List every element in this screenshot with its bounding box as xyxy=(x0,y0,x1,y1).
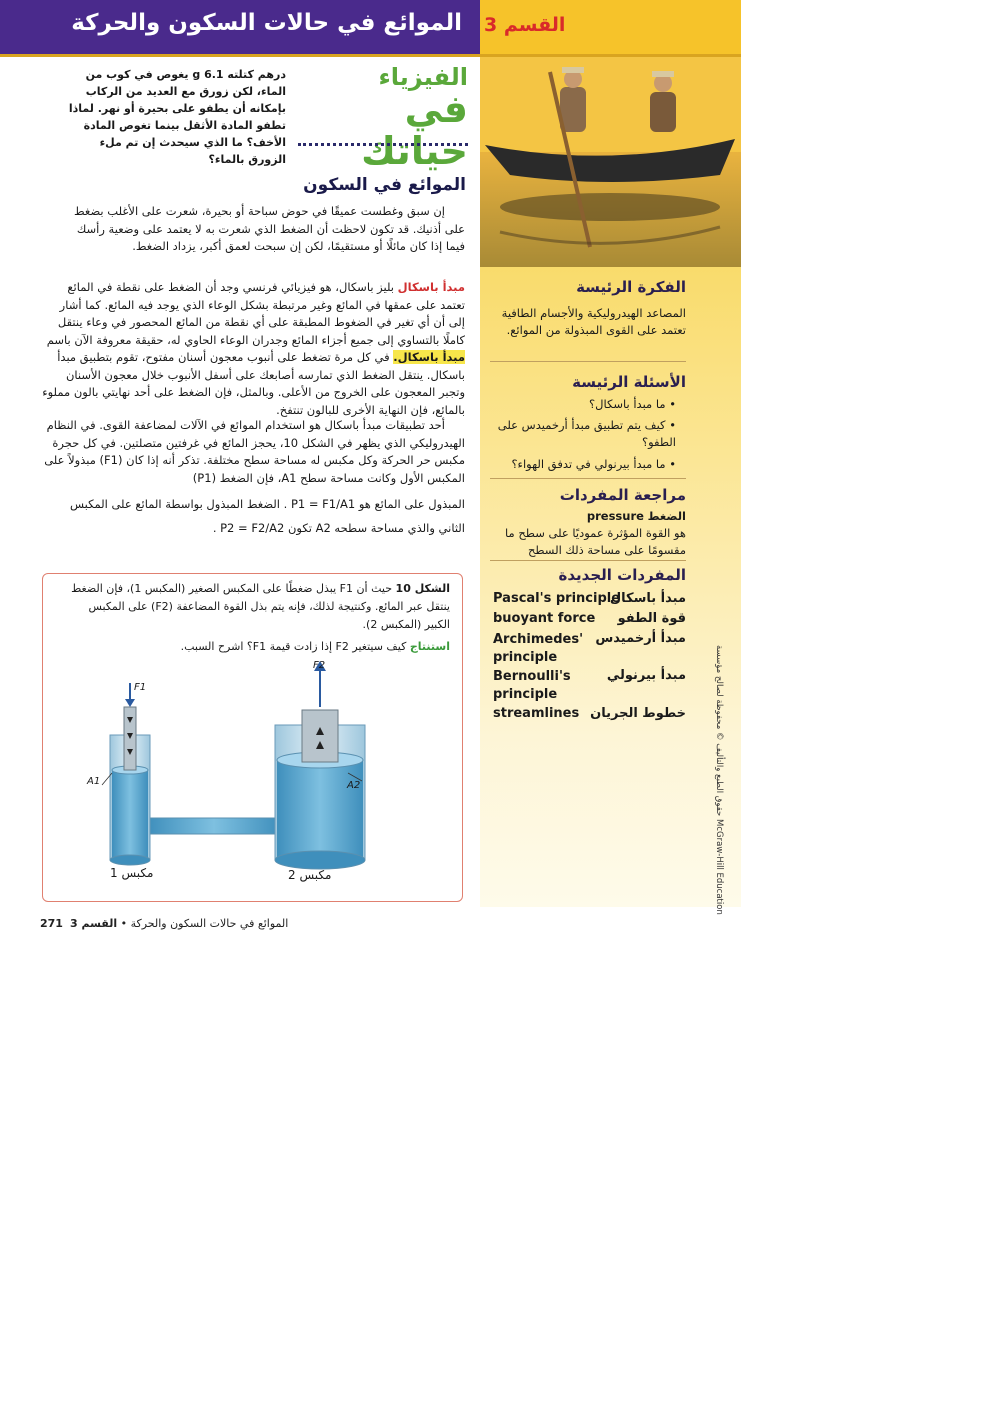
vocab-term-ar: قوة الطفو xyxy=(617,611,686,626)
copyright-credit-container xyxy=(708,645,726,915)
vocab-term-ar: مبدأ بيرنولي xyxy=(606,668,686,683)
footer-section: القسم 3 xyxy=(69,917,118,930)
key-question-item: • ما مبدأ باسكال؟ xyxy=(589,397,676,411)
label-piston-2: مكبس 2 xyxy=(288,868,332,882)
vocab-term-en: streamlines xyxy=(493,706,580,721)
footer-title: الموائع في حالات السكون والحركة xyxy=(130,917,289,930)
label-a2: A2 xyxy=(347,780,361,791)
page-number: 271 xyxy=(40,917,63,930)
main-idea-text: المصاعد الهيدروليكية والأجسام الطافية تعتمد على القوى المبذولة من الموائع. xyxy=(501,306,686,337)
vocab-term-ar: مبدأ باسكال xyxy=(609,591,686,606)
key-question-item: • كيف يتم تطبيق مبدأ أرخميدس على الطفو؟ xyxy=(497,418,676,449)
paragraph-formulas: المبذول على المائع هو P1 = F1/A1 . الضغط المبذول بواسطة المائع على المكبس الثاني والذي مساحة سطحه A2 تكون P2 = F2/A2 . xyxy=(69,497,465,535)
paragraph-pascal: مبدأ باسكال بليز باسكال، هو فيزيائي فرنسي وجد أن الضغط على نقطة في المائع تعتمد على عمقها في المائع وغير مرتبطة بشكل الوعاء الذي يوجد فيه المائع. كما أشار إلى أن أي تغير في الضغوط المطبقة على أي نقطة من المائع المحصور في وعاء ينتقل كاملًا بالتساوي إلى جميع أجزاء المائع وجدران الوعاء الحاوي له، حقيقة معروفة الآن باسم مبدأ باسكال. في كل مرة تضغط على أنبوب معجون أسنان مفتوح، تقوم بتطبيق مبدأ باسكال. ينتقل الضغط الذي تمارسه أصابعك على أسفل الأنبوب خلال معجون الأسنان وتجبر المعجون على الخروج من الأعلى. وبالمثل، فإن الضغط على أحد نهايتي بالون مملوء بالمائع، فإن النهاية الأخرى للبالون تنتفخ. xyxy=(42,280,465,417)
page-footer: 271 الموائع في حالات السكون والحركة • القسم 3 xyxy=(40,917,289,930)
sidebar-divider xyxy=(490,560,686,561)
vocab-term-en: buoyant force xyxy=(493,611,596,626)
vocab-review-definition: هو القوة المؤثرة عموديًا على سطح ما مقسومًا على مساحة ذلك السطح xyxy=(505,526,686,557)
copyright-credit: حقوق الطبع والتأليف © محفوظة لصالح مؤسسة McGraw-Hill Education xyxy=(714,645,724,915)
new-vocab-title: المفردات الجديدة xyxy=(558,566,686,584)
pascal-term: مبدأ باسكال xyxy=(397,280,465,294)
vocab-term-en: Archimedes' principle xyxy=(493,632,584,665)
figure-conclude: استنتاج كيف سيتغير F2 إذا زادت قيمة F1؟ اشرح السبب. xyxy=(180,640,450,653)
section-label: القسم 3 xyxy=(484,14,566,36)
brand-line2: في حياتك xyxy=(361,87,468,173)
label-a1: A1 xyxy=(87,776,101,787)
section-heading: الموائع في السكون xyxy=(303,175,466,195)
label-f1: F1 xyxy=(134,682,147,693)
hydraulic-diagram xyxy=(80,655,380,895)
vocab-term-ar: مبدأ أرخميدس xyxy=(595,631,686,646)
key-questions-title: الأسئلة الرئيسة xyxy=(572,373,686,391)
vocab-term-ar: خطوط الجريان xyxy=(590,706,686,721)
brand-dotted-divider xyxy=(298,143,468,146)
sidebar-divider xyxy=(490,361,686,362)
canoe-photo xyxy=(480,57,741,267)
label-piston-1: مكبس 1 xyxy=(110,866,154,880)
page-title: الموائع في حالات السكون والحركة xyxy=(71,10,462,36)
paragraph-intro: إن سبق وغطست عميقًا في حوض سباحة أو بحيرة، شعرت على الأغلب بضغط على أذنيك. قد تكون لاحظت أن الضغط الذي شعرت به لا يعتمد على وضعية رأسك فيما إذا كان مائلًا أو مستقيمًا، لكن إن سبحت لعمق أكبر، يزداد الضغط. xyxy=(73,204,465,253)
pascal-highlight: مبدأ باسكال. xyxy=(393,350,465,364)
figure-caption-label: الشكل 10 xyxy=(395,582,450,595)
vocab-review-title: مراجعة المفردات xyxy=(559,486,686,504)
vocab-term-en: Bernoulli's principle xyxy=(493,669,571,702)
figure-caption: الشكل 10 حيث أن F1 يبذل ضغطًا على المكبس الصغير (المكبس 1)، فإن الضغط ينتقل عبر المائع. وكنتيجة لذلك، فإنه يتم بذل القوة المضاعفة (F2) على المكبس الكبير (المكبس 2). xyxy=(71,582,450,631)
conclude-label: استنتاج xyxy=(409,640,450,653)
label-f2: F2 xyxy=(313,660,326,671)
key-question-item: • ما مبدأ بيرنولي في تدفق الهواء؟ xyxy=(511,457,676,471)
sidebar-divider xyxy=(490,478,686,479)
vocab-term-en: Pascal's principle xyxy=(493,591,621,606)
vocab-review-term: الضغط pressure xyxy=(586,509,686,523)
brand-line1: الفيزياء xyxy=(378,63,468,91)
main-idea-title: الفكرة الرئيسة xyxy=(576,278,686,296)
intro-question: درهم كتلته 6.1 g يغوص في كوب من الماء، لكن زورق مع العديد من الركاب بإمكانه أن يطفو على بحيرة أو نهر. لماذا تطفو المادة الأثقل بينما تغوص المادة الأخف؟ ما الذي سيحدث إن تم ملء الزورق بالماء؟ xyxy=(68,68,286,166)
paragraph-hydraulic: أحد تطبيقات مبدأ باسكال هو استخدام الموائع في الآلات لمضاعفة القوى. في النظام الهيدروليكي الذي يظهر في الشكل 10، يحجز المائع في غرفتين متصلتين. في كل حجرة مكبس حر الحركة وكل مكبس له مساحة سطح مختلفة. تذكر أنه إذا كان (F1) مبذولاً على المكبس الأول وكانت مساحة سطح A1، فإن الضغط (P1) xyxy=(44,418,465,485)
